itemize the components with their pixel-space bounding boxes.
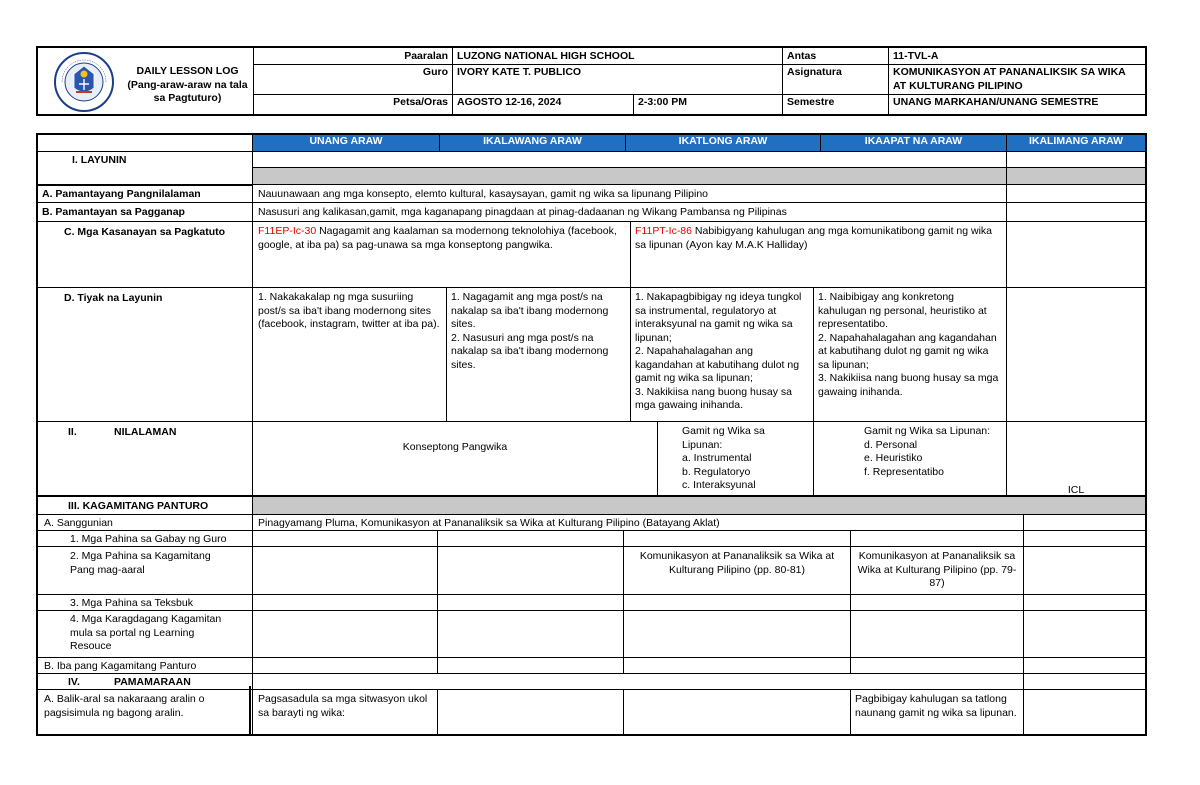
layunin-heading: I. LAYUNIN — [72, 154, 127, 166]
day-header-4: IKAAPAT NA ARAW — [821, 135, 1006, 151]
competency-text-2: Nabibigyang kahulugan ang mga komunikatibong gamit ng wika sa lipunan (Ayon kay M.A.K Halliday) — [635, 225, 993, 251]
dll-title: DAILY LESSON LOG (Pang-araw-araw na tala sa Pagtuturo) — [127, 65, 248, 104]
day-header-1: UNANG ARAW — [253, 135, 439, 151]
day-header-5: IKALIMANG ARAW — [1007, 135, 1145, 151]
day-header-2: IKALAWANG ARAW — [440, 135, 625, 151]
balik-aral-day1: Pagsasadula sa mga sitwasyon ukol sa barayti ng wika: — [258, 693, 428, 719]
kasanayan-day34 — [631, 224, 1006, 253]
pamantayang-pangnilalaman-label: A. Pamantayang Pangnilalaman — [42, 188, 201, 200]
nilalaman-day5: ICL — [1067, 484, 1085, 496]
nilalaman-day12: Konseptong Pangwika — [402, 441, 508, 453]
nilalaman-num: II. — [68, 426, 77, 438]
label-petsa: Petsa/Oras — [393, 96, 448, 108]
sanggunian-value: Pinagyamang Pluma, Komunikasyon at Pananaliksik sa Wika at Kulturang Pilipino (Batayang Aklat) — [258, 517, 720, 529]
kasanayan-day12 — [254, 224, 630, 253]
value-oras: 2-3:00 PM — [638, 96, 688, 108]
pamantayan-pagganap-label: B. Pamantayan sa Pagganap — [42, 206, 185, 218]
kagamitang-mag-aaral-label: 2. Mga Pahina sa Kagamitang Pang mag-aaral — [70, 550, 211, 576]
label-guro: Guro — [422, 66, 448, 78]
value-asignatura: KOMUNIKASYON AT PANANALIKSIK SA WIKA AT KULTURANG PILIPINO — [893, 66, 1126, 92]
competency-code-1: F11EP-Ic-30 — [258, 225, 317, 237]
kagamitang-mag-aaral-day3: Komunikasyon at Pananaliksik sa Wika at Kulturang Pilipino (pp. 80-81) — [639, 550, 835, 576]
deped-seal-icon — [54, 52, 114, 112]
balik-aral-label: A. Balik-aral sa nakaraang aralin o pagsisimula ng bagong aralin. — [44, 693, 205, 719]
pamantayang-pangnilalaman-value: Nauunawaan ang mga konsepto, elemto kultural, kasaysayan, gamit ng wika sa lipunang Pilipino — [258, 188, 709, 200]
competency-text-1: Nagagamit ang kaalaman sa modernong teknolohiya (facebook, google, at iba pa) sa pag-unawa sa mga konseptong pangwika. — [258, 225, 617, 251]
value-petsa: AGOSTO 12-16, 2024 — [457, 96, 562, 108]
label-paaralan: Paaralan — [404, 50, 448, 62]
label-antas: Antas — [787, 50, 817, 62]
kagamitang-mag-aaral-day4: Komunikasyon at Pananaliksik sa Wika at Kulturang Pilipino (pp. 79-87) — [857, 550, 1017, 589]
value-antas: 11-TVL-A — [893, 50, 939, 62]
tiyak-layunin-label: D. Tiyak na Layunin — [64, 292, 163, 304]
tiyak-layunin-day4: 1. Naibibigay ang konkretong kahulugan ng personal, heuristiko at representatibo. 2. Napahahalagahan ang kagandahan at kabutihang dulot ng gamit ng wika sa lipunan; 3. Nakikiisa nang buong husay sa mga gawaing inihanda. — [818, 291, 999, 398]
value-paaralan: LUZONG NATIONAL HIGH SCHOOL — [457, 50, 635, 62]
tiyak-layunin-day1: 1. Nakakakalap ng mga susuriing post/s sa iba't ibang modernong sites (facebook, instagram, twitter at iba pa). — [258, 291, 440, 330]
tiyak-layunin-day2: 1. Nagagamit ang mga post/s na nakalap sa iba't ibang modernong sites. 2. Nasusuri ang mga post/s na nakalap sa iba't ibang modernong sites. — [451, 291, 609, 371]
balik-aral-day4: Pagbibigay kahulugan sa tatlong naunang gamit ng wika sa lipunan. — [855, 693, 1017, 719]
nilalaman-heading: NILALAMAN — [114, 426, 177, 438]
teksbuk-label: 3. Mga Pahina sa Teksbuk — [70, 597, 193, 609]
sanggunian-label: A. Sanggunian — [44, 517, 113, 529]
label-semestre: Semestre — [787, 96, 835, 108]
pamantayan-pagganap-value: Nasusuri ang kalikasan,gamit, mga kaganapang pinagdaan at pinag-dadaanan ng Wikang Pambansa ng Pilipinas — [258, 206, 787, 218]
nilalaman-day4: Gamit ng Wika sa Lipunan: d. Personal e. Heuristiko f. Representatibo — [864, 425, 991, 478]
competency-code-2: F11PT-Ic-86 — [635, 225, 692, 237]
value-semestre: UNANG MARKAHAN/UNANG SEMESTRE — [893, 96, 1099, 108]
kasanayan-label: C. Mga Kasanayan sa Pagkatuto — [64, 226, 226, 238]
iba-pang-kagamitan-label: B. Iba pang Kagamitang Panturo — [44, 660, 197, 672]
day-header-3: IKATLONG ARAW — [626, 135, 820, 151]
tiyak-layunin-day3: 1. Nakapagbibigay ng ideya tungkol sa instrumental, regulatoryo at interaksyunal na gamit ng wika sa lipunan; 2. Napahahalagahan ang kagandahan at kabutihang dulot ng gamit ng wika sa lipunan; 3. Nakikiisa nang buong husay sa mga gawaing inihanda. — [635, 291, 802, 411]
karagdagang-kagamitan-label: 4. Mga Karagdagang Kagamitan mula sa portal ng Learning Resouce — [70, 613, 222, 652]
pamamaraan-heading: PAMAMARAAN — [114, 676, 191, 688]
value-guro: IVORY KATE T. PUBLICO — [457, 66, 582, 78]
pamamaraan-num: IV. — [68, 676, 80, 688]
gabay-guro-label: 1. Mga Pahina sa Gabay ng Guro — [70, 533, 227, 545]
kagamitan-heading: III. KAGAMITANG PANTURO — [68, 500, 209, 512]
nilalaman-day3: Gamit ng Wika sa Lipunan: a. Instrumental b. Regulatoryo c. Interaksyunal — [682, 425, 765, 491]
label-asignatura: Asignatura — [787, 66, 842, 78]
